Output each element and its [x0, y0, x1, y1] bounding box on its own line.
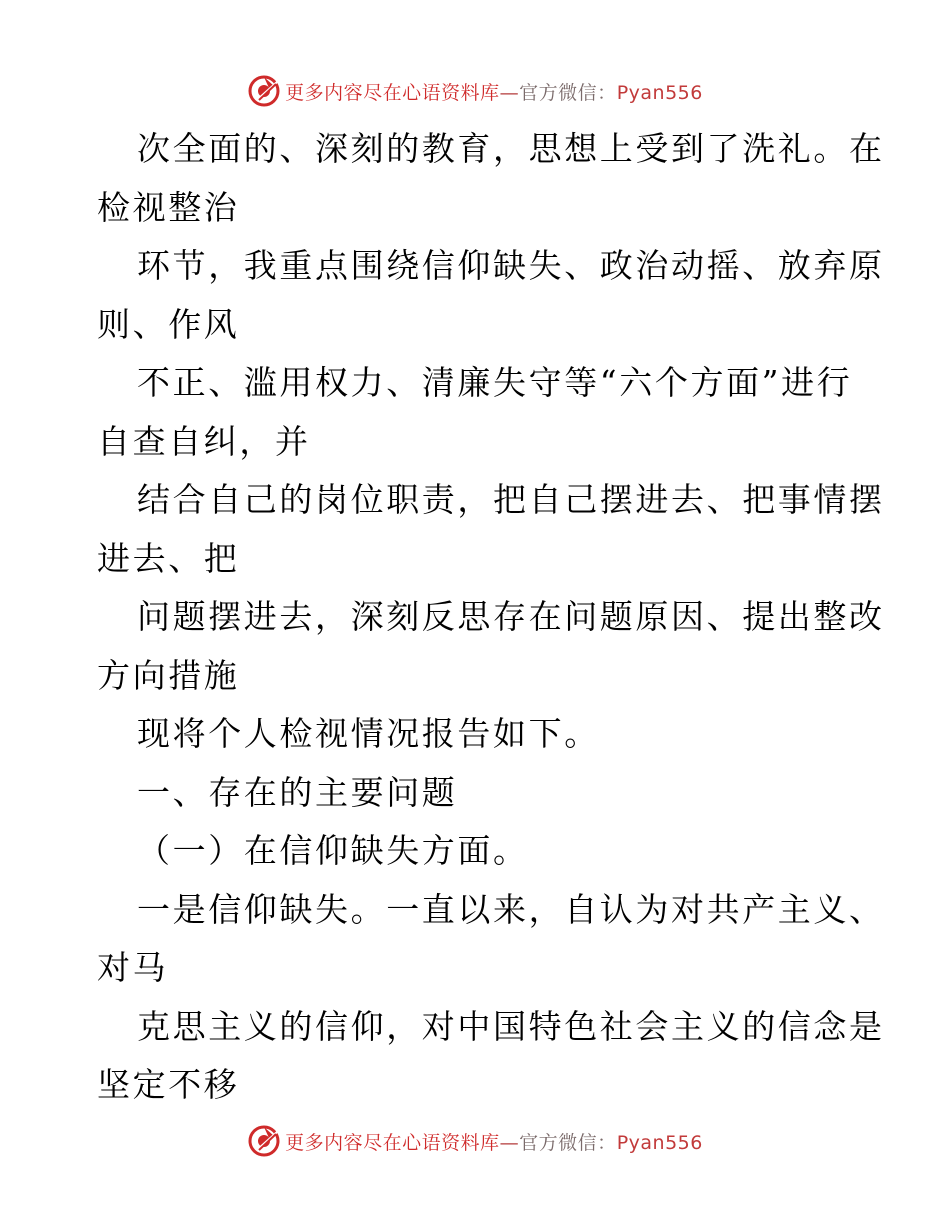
header-banner-text	[285, 78, 703, 105]
text-line: 不正、滥用权力、清廉失守等“六个方面”进行	[137, 363, 853, 402]
footer-banner-text	[285, 1128, 703, 1155]
header-wechat-label: 官方微信：	[519, 81, 617, 104]
footer-banner	[0, 1121, 950, 1161]
text-line: 自查自纠，并	[97, 421, 311, 461]
footer-dash: —	[499, 1131, 520, 1154]
text-line: 检视整治	[97, 187, 240, 227]
text-line: 一是信仰缺失。一直以来，自认为对共产主义、	[137, 889, 885, 929]
text-line: 进去、把	[97, 538, 240, 578]
header-banner	[0, 71, 950, 111]
document-body	[97, 120, 885, 1115]
text-line: （一）在信仰缺失方面。	[137, 831, 529, 870]
text-line: 现将个人检视情况报告如下。	[137, 714, 600, 753]
text-line: 环节，我重点围绕信仰缺失、政治动摇、放弃原	[137, 246, 885, 285]
header-brand: 更多内容尽在心语资料库	[285, 81, 500, 104]
footer-wechat-id: Pyan556	[616, 1131, 703, 1154]
brand-logo-icon	[247, 74, 281, 108]
text-line: 一、存在的主要问题	[137, 772, 458, 812]
footer-wechat-label: 官方微信：	[519, 1131, 617, 1154]
text-line: 问题摆进去，深刻反思存在问题原因、提出整改	[137, 597, 885, 636]
header-wechat-id: Pyan556	[616, 81, 703, 104]
text-line: 次全面的、深刻的教育，思想上受到了洗礼。在	[137, 129, 885, 168]
text-line: 方向措施	[97, 655, 240, 695]
text-line: 结合自己的岗位职责，把自己摆进去、把事情摆	[137, 480, 885, 519]
text-line: 克思主义的信仰，对中国特色社会主义的信念是	[137, 1006, 885, 1046]
text-line: 坚定不移	[97, 1065, 240, 1104]
header-dash: —	[499, 81, 520, 104]
brand-logo-icon	[247, 1124, 281, 1158]
text-line: 则、作风	[97, 304, 240, 344]
text-line: 对马	[97, 948, 169, 987]
footer-brand: 更多内容尽在心语资料库	[285, 1131, 500, 1154]
